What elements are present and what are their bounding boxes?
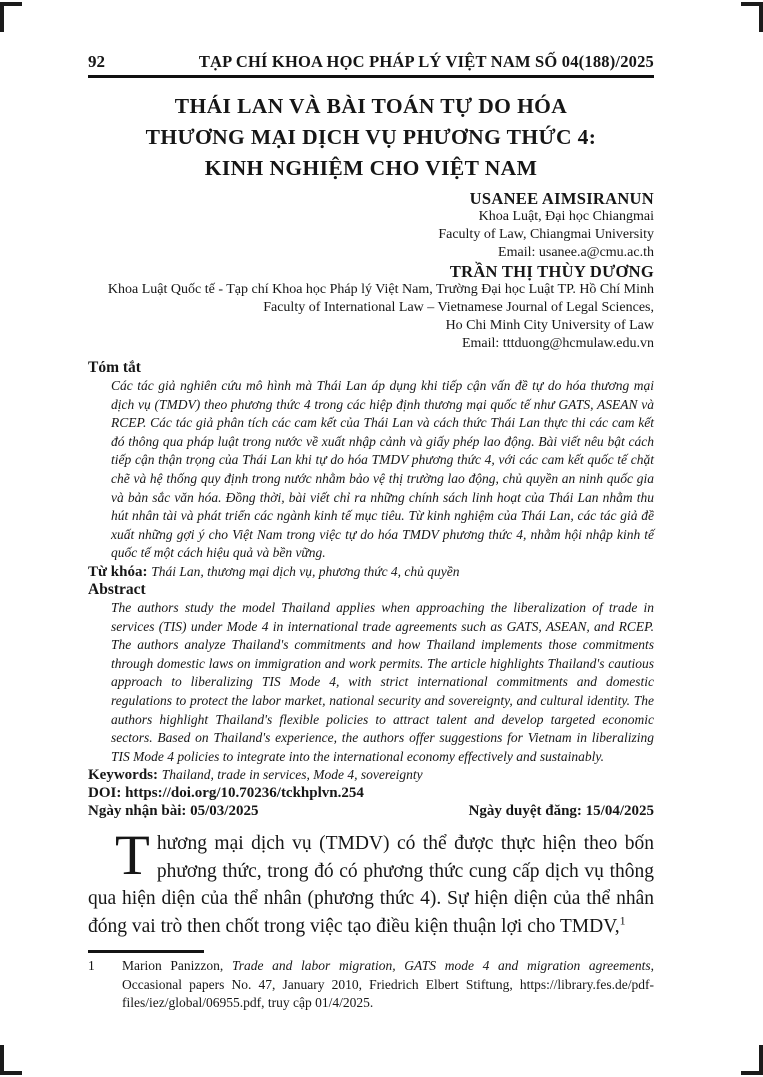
footnote-text-start: Marion Panizzon, — [122, 958, 232, 974]
keywords-line — [88, 766, 654, 784]
article-title-line-1: THÁI LAN VÀ BÀI TOÁN TỰ DO HÓA — [174, 94, 568, 118]
article-title-line-3: KINH NGHIỆM CHO VIỆT NAM — [204, 156, 538, 180]
author-2-affiliation-3: Ho Chi Minh City University of Law — [445, 318, 654, 333]
crop-mark-top-right — [741, 2, 763, 32]
tomtat-heading: Tóm tắt — [88, 359, 141, 376]
article-title — [88, 91, 654, 184]
author-2-affiliation-1: Khoa Luật Quốc tế - Tạp chí Khoa học Pháp lý Việt Nam, Trường Đại học Luật TP. Hồ Chí Minh — [107, 282, 654, 297]
approved-date: Ngày duyệt đăng: 15/04/2025 — [468, 803, 654, 820]
author-1-affiliation-1: Khoa Luật, Đại học Chiangmai — [478, 209, 654, 224]
body-text: hương mại dịch vụ (TMDV) có thể được thực hiện theo bốn phương thức, trong đó có phương thức cung cấp dịch vụ thông qua hiện diện của thể nhân (phương thức 4). Sự hiện diện của thể nhân đóng vai trò then chốt trong việc tạo điều kiện thuận lợi cho TMDV, — [88, 833, 654, 937]
author-1-email: Email: usanee.a@cmu.ac.th — [498, 245, 654, 260]
footnote-number: 1 — [88, 958, 95, 974]
author-2-affiliation-2: Faculty of International Law – Vietnamese Journal of Legal Sciences, — [263, 300, 654, 315]
page-number: 92 — [88, 52, 105, 71]
drop-cap: T — [115, 824, 150, 888]
body-paragraph — [88, 824, 654, 940]
abstract-heading: Abstract — [88, 580, 146, 598]
doi-value: https://doi.org/10.70236/tckhplvn.254 — [125, 785, 364, 802]
footnote-text-end: , Occasional papers No. 47, January 2010, Friedrich Elbert Stiftung, https://library.fes.de/pdf-files/iez/global/06955.pdf, truy cập 01/4/2025. — [122, 958, 654, 1011]
tukhoa-line — [88, 563, 654, 581]
footnote-separator — [88, 950, 204, 953]
vietnamese-abstract: Các tác giả nghiên cứu mô hình mà Thái Lan áp dụng khi tiếp cận vấn đề tự do hóa thương mại dịch vụ (TMDV) theo phương thức 4 trong các hiệp định thương mại quốc tế như GATS, ASEAN và RCEP. Các tác giả phân tích các cam kết của Thái Lan và cách thức Thái Lan thực thi các cam kết đó thông qua pháp luật trong nước về xuất nhập cảnh và giấy phép lao động. Bài viết nêu bật cách tiếp cận thận trọng của Thái Lan khi tự do hóa TMDV phương thức 4, với các cam kết quốc tế chặt chẽ và hệ thống quy định trong nước nhằm bảo vệ thị trường lao động, chủ quyền an ninh quốc gia và bản sắc văn hóa. Đồng thời, bài viết chỉ ra những chính sách linh hoạt của Thái Lan nhằm thu hút nhân tài và phát triển các ngành kinh tế mục tiêu. Từ kinh nghiệm của Thái Lan, các tác giả đề xuất những gợi ý cho Việt Nam trong việc tự do hóa TMDV phương thức 4, nhằm hội nhập kinh tế quốc tế một cách hiệu quả và bền vững. — [111, 378, 654, 561]
doi-label: DOI: — [88, 785, 122, 802]
author-1-name: USANEE AIMSIRANUN — [469, 189, 654, 208]
tukhoa-value: Thái Lan, thương mại dịch vụ, phương thức 4, chủ quyền — [151, 563, 460, 579]
footnote-cited-title: Trade and labor migration, GATS mode 4 and migration agreements — [231, 958, 651, 974]
article-title-line-2: THƯƠNG MẠI DỊCH VỤ PHƯƠNG THỨC 4: — [145, 125, 597, 149]
page-content — [88, 52, 654, 1013]
author-2-email: Email: tttduong@hcmulaw.edu.vn — [461, 336, 654, 351]
journal-header: TẠP CHÍ KHOA HỌC PHÁP LÝ VIỆT NAM SỐ 04(188)/2025 — [198, 52, 654, 71]
keywords-value: Thailand, trade in services, Mode 4, sovereignty — [161, 767, 423, 783]
tukhoa-label: Từ khóa: — [88, 563, 148, 580]
keywords-label: Keywords: — [88, 767, 158, 784]
dates-line — [88, 802, 654, 821]
running-head — [88, 52, 654, 78]
footnote-1 — [88, 957, 654, 1013]
footnote-text — [122, 957, 654, 1013]
footnote-block — [88, 950, 654, 1013]
author-2-name: TRẦN THỊ THÙY DƯƠNG — [449, 262, 654, 281]
author-block — [88, 189, 654, 353]
english-abstract: The authors study the model Thailand applies when approaching the liberalization of trade in services (TIS) under Mode 4 in international trade agreements such as GATS, ASEAN, and RCEP. The authors analyze Thailand's commitments and how Thailand implements those commitments through domestic laws on immigration and work permits. The article highlights Thailand's cautious approach to liberalizing TIS Mode 4, with strict international commitments and domestic regulations to protect the labor market, national security and sovereignty, and cultural identity. The authors highlight Thailand's flexible policies to attract talent and develop targeted economic sectors. Based on Thailand's experience, the authors offer suggestions for Vietnam in liberalizing TIS Mode 4 policies to integrate into the international economy effectively and sustainably. — [111, 599, 654, 764]
crop-mark-top-left — [0, 2, 22, 32]
author-1-affiliation-2: Faculty of Law, Chiangmai University — [438, 227, 654, 242]
crop-mark-bottom-right — [741, 1045, 763, 1075]
footnote-reference: 1 — [619, 913, 626, 928]
crop-mark-bottom-left — [0, 1045, 22, 1075]
received-date: Ngày nhận bài: 05/03/2025 — [88, 803, 259, 820]
doi-line — [88, 784, 654, 802]
